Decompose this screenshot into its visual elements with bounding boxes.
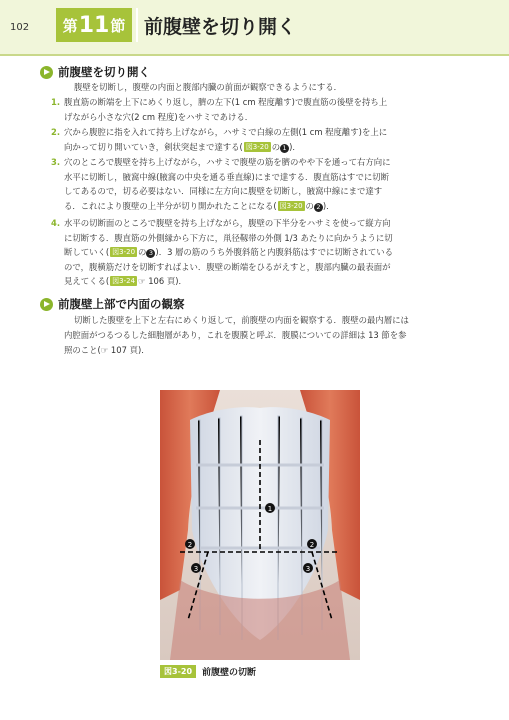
list-line: 穴から腹腔に指を入れて持ち上げながら，ハサミで白線の左側(1 cm 程度離す)を上に bbox=[64, 127, 388, 137]
figure-marker-2-left: 2 bbox=[187, 541, 193, 549]
chapter-number: 11 bbox=[78, 12, 110, 38]
list-number: 4. bbox=[51, 218, 61, 228]
list-item-3 bbox=[51, 155, 464, 213]
section-bullet-icon bbox=[40, 298, 53, 311]
abdominal-wall-drawing bbox=[160, 390, 360, 660]
list-text: )．3 層の筋のうち外腹斜筋と内腹斜筋はすでに切断されている bbox=[155, 247, 394, 258]
list-line bbox=[64, 199, 464, 214]
figure-ref-badge[interactable]: 図3-24 bbox=[112, 277, 136, 286]
list-line: に切断する．腹直筋の外側縁から下方に，鼡径靱帯の外側 1/3 あたりに向かうように切 bbox=[64, 232, 393, 243]
chapter-prefix: 第 bbox=[62, 16, 78, 35]
list-text: る．これにより腹壁の上半分が切り開かれたことになる( bbox=[64, 200, 277, 211]
section-heading-2 bbox=[40, 296, 185, 312]
list-line: 穴のところで腹壁を持ち上げながら，ハサミで腹壁の筋を臍のやや下を通って右方向に bbox=[64, 157, 391, 167]
section-intro: 腹壁を切断し，腹壁の内面と腹部内臓の前面が観察できるようにする． bbox=[74, 82, 342, 92]
list-text: )． bbox=[322, 200, 335, 211]
list-text: 断していく( bbox=[64, 247, 110, 258]
list-line: ので，腹横筋だけを切断すればよい．腹壁の断端をひるがえすと，腹部内臓の最表面が bbox=[64, 261, 391, 272]
figure-marker-3-left: 3 bbox=[193, 565, 199, 573]
list-line: げながら小さな穴(2 cm 程度)をハサミであける． bbox=[64, 111, 254, 122]
chapter-divider bbox=[136, 8, 138, 42]
list-line bbox=[64, 274, 464, 289]
list-text: の bbox=[138, 247, 147, 258]
figure-marker-1: 1 bbox=[267, 505, 273, 513]
figure-marker-3-right: 3 bbox=[305, 565, 311, 573]
section-bullet-icon bbox=[40, 66, 53, 79]
chapter-title: 前腹壁を切り開く bbox=[144, 16, 297, 38]
list-line bbox=[64, 140, 464, 155]
list-line: 水平の切断面のところで腹壁を持ち上げながら，腹壁の下半分をハサミを使って縦方向 bbox=[64, 218, 391, 228]
list-text: )． bbox=[289, 141, 301, 152]
list-line bbox=[64, 245, 464, 260]
figure-ref-badge[interactable]: 図3-20 bbox=[279, 201, 303, 210]
chapter-suffix: 節 bbox=[110, 16, 126, 35]
figure-label: 図3-20 bbox=[160, 665, 196, 678]
circled-number-icon: 1 bbox=[280, 144, 289, 153]
section-paragraph-line: 切断した腹壁を上下と左右にめくり返して，前腹壁の内面を観察する．腹壁の最内層には bbox=[74, 315, 409, 325]
section-paragraph-line: 内腔面がつるつるした細胞層があり，これを腹膜と呼ぶ．腹膜についての詳細は 13 節を参 bbox=[64, 330, 407, 340]
list-text: の bbox=[305, 200, 314, 211]
figure-title: 前腹壁の切断 bbox=[202, 668, 257, 678]
figure-ref-badge[interactable]: 図3-20 bbox=[112, 248, 136, 257]
section-paragraph-line: 照のこと(☞ 107 頁)． bbox=[64, 345, 150, 355]
section-heading-text: 前腹壁上部で内面の観察 bbox=[58, 297, 185, 311]
list-item-1 bbox=[51, 95, 464, 124]
list-item-4 bbox=[51, 216, 464, 289]
list-number: 1. bbox=[51, 97, 61, 107]
list-text: の bbox=[271, 141, 281, 152]
circled-number-icon: 2 bbox=[314, 203, 323, 212]
abdominal-wall-illustration bbox=[160, 390, 360, 660]
chapter-badge bbox=[56, 8, 132, 42]
figure-ref-badge[interactable]: 図3-20 bbox=[245, 142, 269, 151]
figure-marker-2-right: 2 bbox=[309, 541, 315, 549]
list-text: ☞ 106 頁)． bbox=[138, 276, 187, 287]
list-number: 3. bbox=[51, 157, 61, 167]
section-heading-1 bbox=[40, 64, 150, 80]
list-text: 向かって切り開いていき，剣状突起まで達する( bbox=[64, 141, 243, 152]
list-line: してあるので，切る必要はない．同様に左方向に腹壁を切断し，腋窩中線にまで達す bbox=[64, 186, 383, 197]
list-text: 見えてくる( bbox=[64, 276, 110, 287]
figure-caption bbox=[160, 665, 256, 678]
list-line: 腹直筋の断端を上下にめくり返し，臍の左下(1 cm 程度離す)で腹直筋の後壁を持ち上 bbox=[64, 97, 388, 107]
page-number: 102 bbox=[10, 22, 30, 33]
section-heading-text: 前腹壁を切り開く bbox=[58, 65, 150, 79]
list-item-2 bbox=[51, 125, 464, 154]
circled-number-icon: 3 bbox=[146, 249, 155, 258]
list-number: 2. bbox=[51, 127, 61, 137]
list-line: 水平に切断し，腋窩中線(腋窩の中央を通る垂直線)にまで達する．腹直筋はすでに切断 bbox=[64, 171, 390, 182]
